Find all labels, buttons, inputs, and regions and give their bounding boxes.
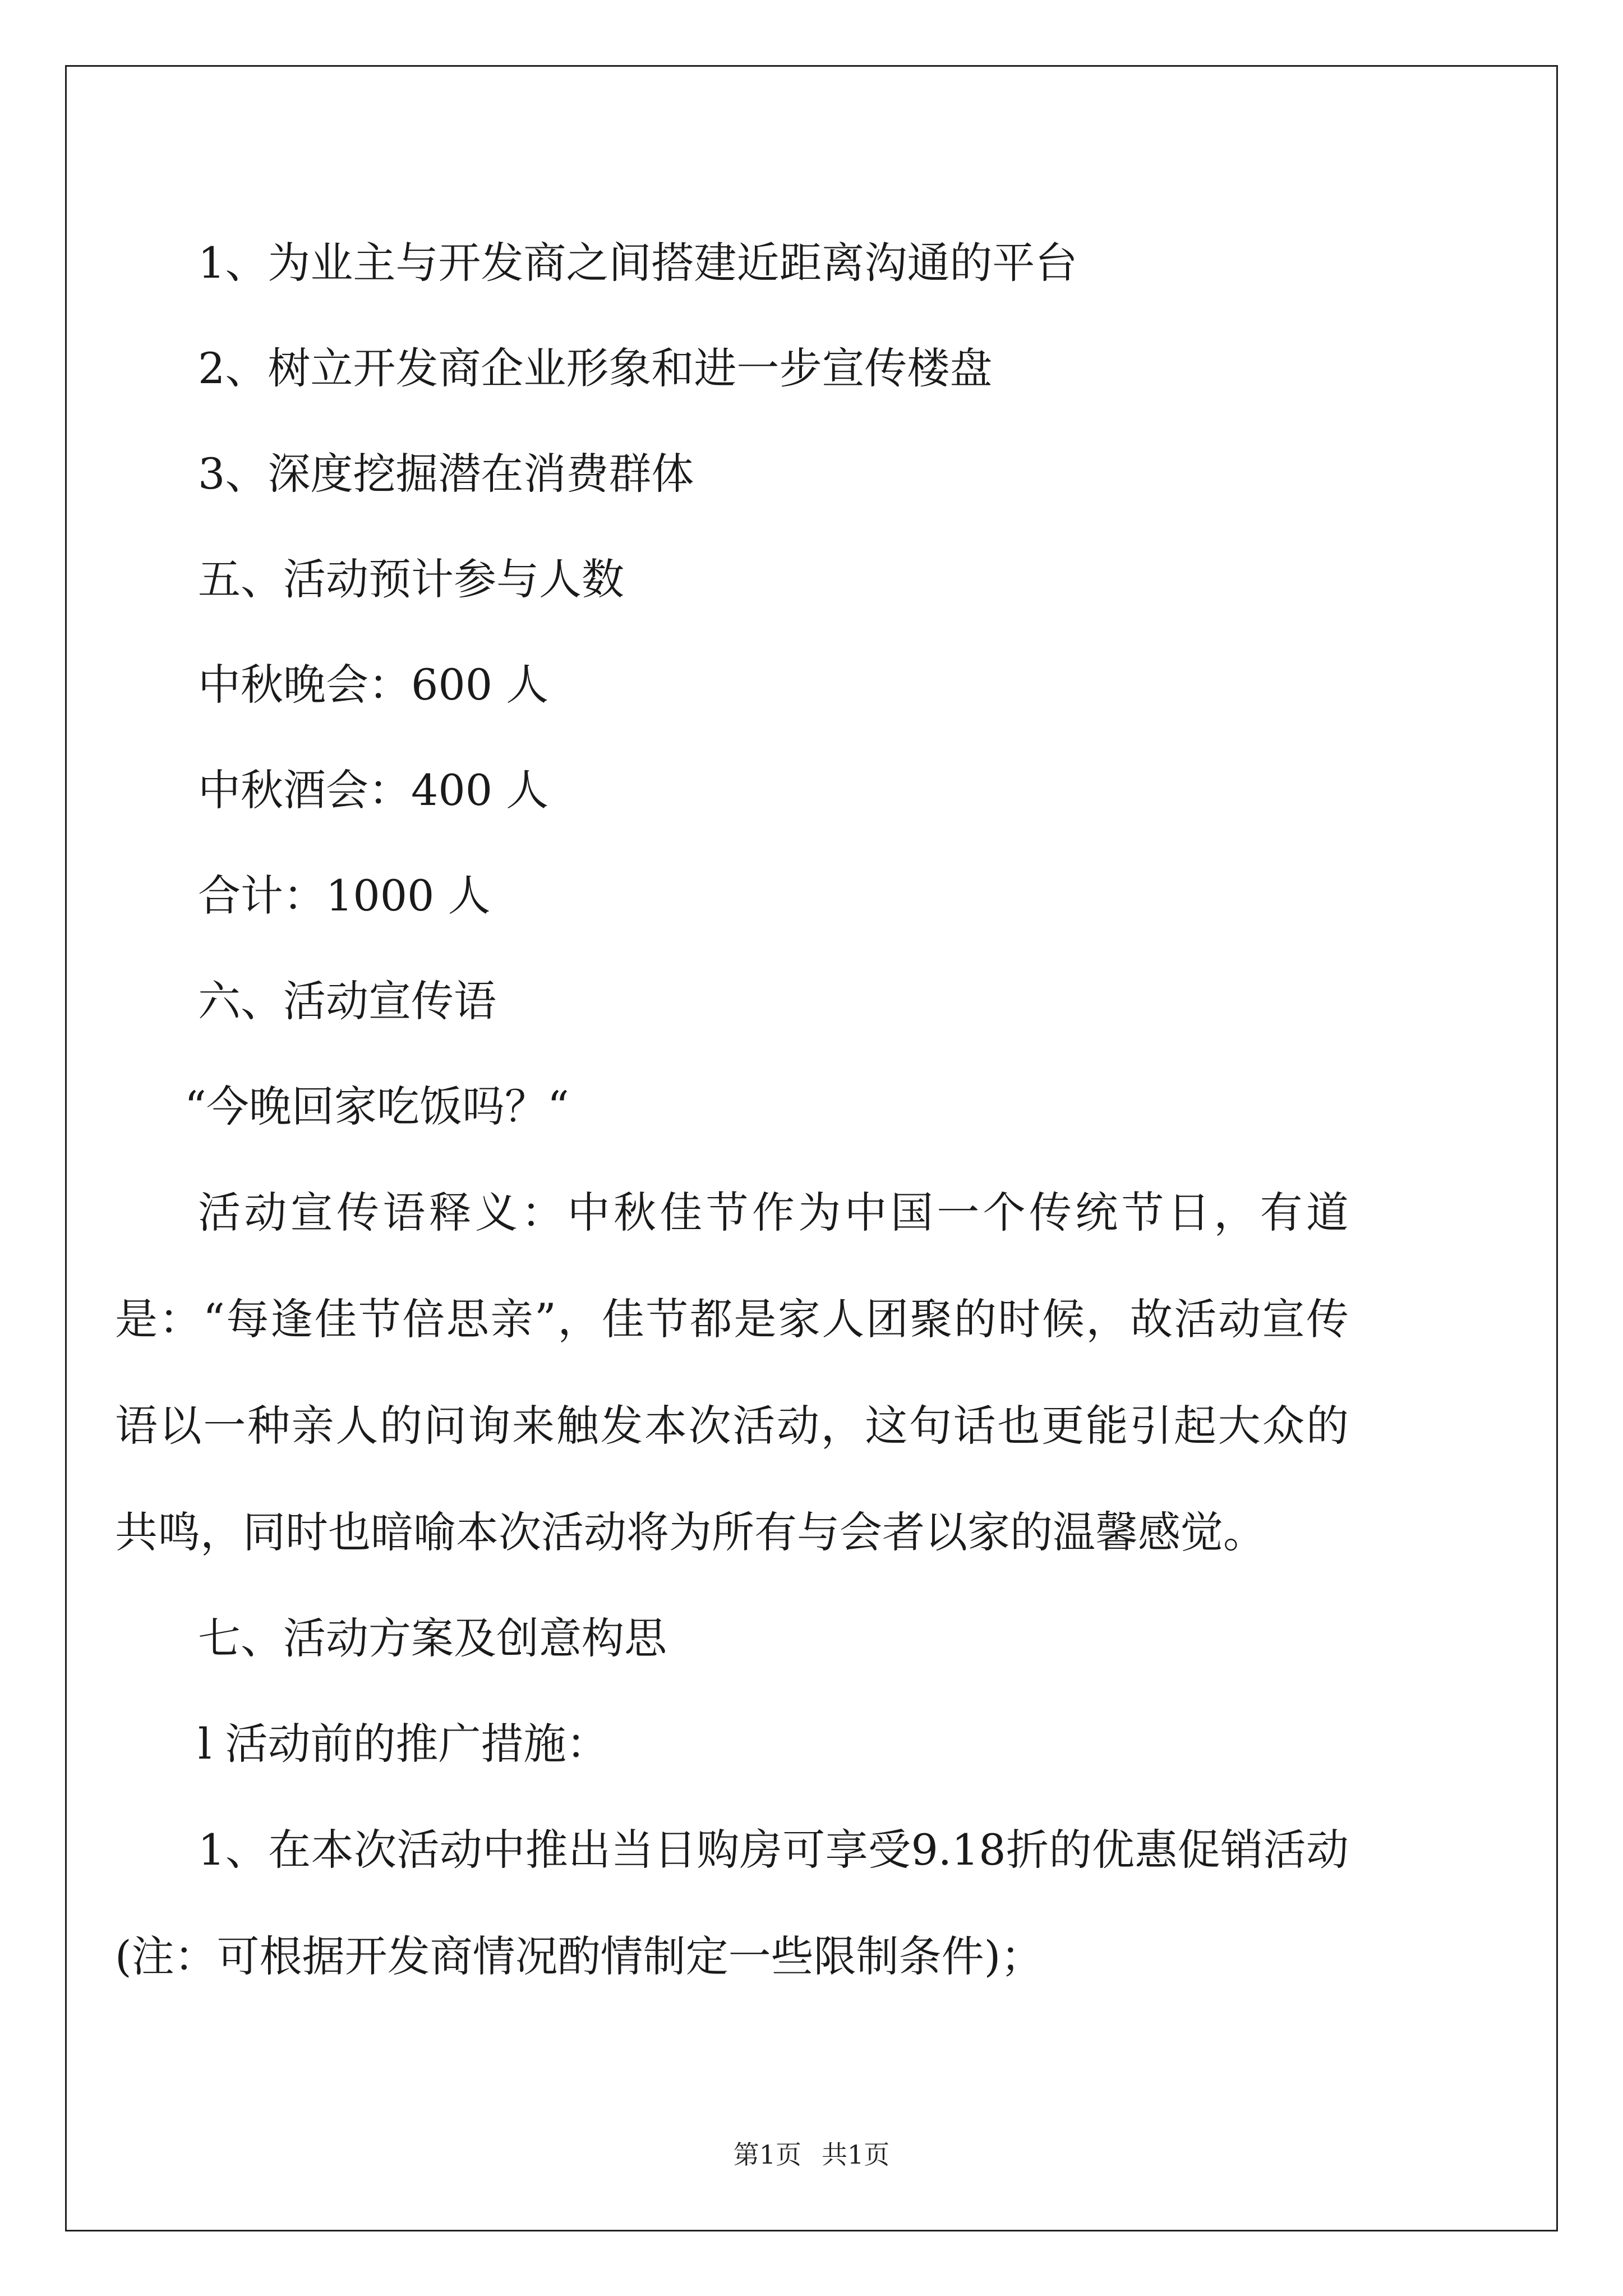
section-heading-slogan: 六、活动宣传语	[198, 976, 496, 1026]
paragraph-mid-autumn-gala: 中秋晚会：600 人	[198, 660, 549, 710]
paragraph-goal-2: 2、树立开发商企业形象和进一步宣传楼盘	[198, 343, 993, 393]
paragraph-mid-autumn-reception: 中秋酒会：400 人	[198, 765, 549, 815]
paragraph-slogan: “今晚回家吃饭吗？“	[185, 1082, 569, 1131]
paragraph-total: 合计：1000 人	[198, 871, 491, 921]
paragraph-promotion-heading: l 活动前的推广措施：	[198, 1719, 609, 1769]
paragraph-slogan-explanation: 活动宣传语释义：中秋佳节作为中国一个传统节日，有道是：“每逢佳节倍思亲”，佳节都是家人团聚的时候，故活动宣传语以一种亲人的问询来触发本次活动，这句话也更能引起大众的共鸣，同时也暗喻本次活动将为所有与会者以家的温馨感觉。	[115, 1188, 1349, 1557]
page-number: 第1页	[733, 2139, 801, 2170]
paragraph-promotion-1: 1、在本次活动中推出当日购房可享受9.18折的优惠促销活动(注：可根据开发商情况酌情制定一些限制条件)；	[115, 1825, 1349, 1981]
page-footer	[0, 2134, 1623, 2171]
section-heading-plan: 七、活动方案及创意构思	[198, 1613, 667, 1663]
paragraph-goal-1: 1、为业主与开发商之间搭建近距离沟通的平台	[198, 238, 1078, 288]
page-total: 共1页	[822, 2139, 890, 2170]
document-body	[115, 210, 1432, 2010]
paragraph-goal-3: 3、深度挖掘潜在消费群体	[198, 449, 694, 499]
section-heading-participants: 五、活动预计参与人数	[198, 554, 624, 604]
